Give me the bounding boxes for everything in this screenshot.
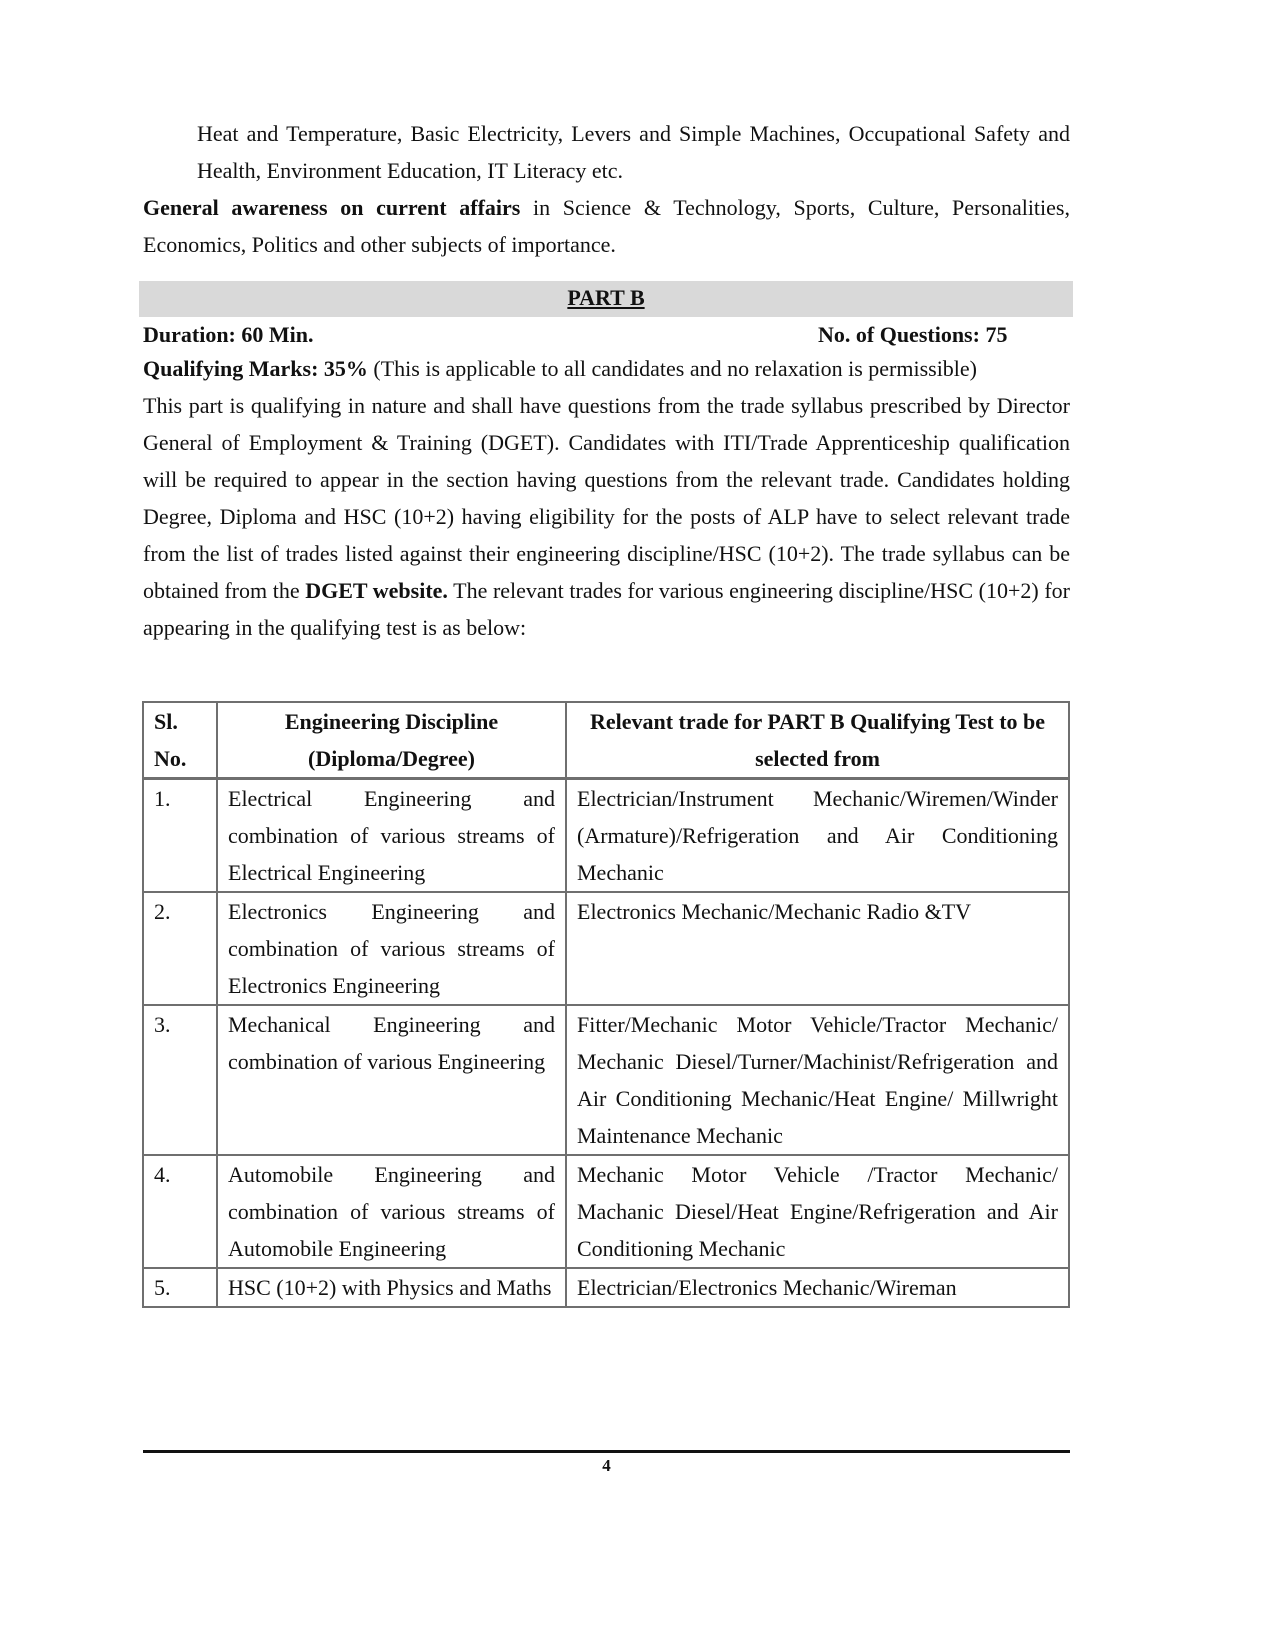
table-row — [143, 892, 1069, 1005]
cell-discipline: HSC (10+2) with Physics and Maths — [217, 1268, 566, 1307]
table-header-row — [143, 702, 1069, 779]
description-text-1: This part is qualifying in nature and shall have questions from the trade syllabus prescribed by Director General of Employment & Training (DGET). Candidates with ITI/Trade Apprenticeship qualification will be required to appear in the section having questions from the relevant trade. Candidates holding Degree, Diploma and HSC (10+2) having eligibility for the posts of ALP have to select relevant trade from the list of trades listed against their engineering discipline/HSC (10+2). The trade syllabus can be obtained from the — [143, 393, 1070, 603]
qualifying-marks-line — [143, 350, 1070, 387]
page-number: 4 — [602, 1456, 611, 1475]
general-awareness-heading: General awareness on current affairs — [143, 195, 521, 220]
table-row — [143, 1155, 1069, 1268]
section-heading-band — [139, 281, 1073, 317]
cell-sl: 5. — [143, 1268, 217, 1307]
section-title: PART B — [567, 285, 645, 310]
description-paragraph — [143, 387, 1070, 646]
header-relevant-trade: Relevant trade for PART B Qualifying Test to be selected from — [566, 702, 1069, 779]
syllabus-topics-continued: Heat and Temperature, Basic Electricity, Levers and Simple Machines, Occupational Safety and Health, Environment Education, IT Literacy etc. — [197, 121, 1070, 183]
exam-info-line — [143, 316, 1070, 353]
cell-trade: Electrician/Electronics Mechanic/Wireman — [566, 1268, 1069, 1307]
table-row — [143, 1005, 1069, 1155]
cell-trade: Electrician/Instrument Mechanic/Wiremen/Winder (Armature)/Refrigeration and Air Conditioning Mechanic — [566, 779, 1069, 893]
general-awareness-text: in Science & Technology, Sports, Culture, Personalities, Economics, Politics and other subjects of importance. — [143, 195, 1070, 257]
cell-sl: 4. — [143, 1155, 217, 1268]
description-text-2: The relevant trades for various engineering discipline/HSC (10+2) for appearing in the qualifying test is as below: — [143, 578, 1070, 640]
cell-discipline: Electronics Engineering and combination of various streams of Electronics Engineering — [217, 892, 566, 1005]
cell-sl: 1. — [143, 779, 217, 893]
header-sl-no: Sl. No. — [143, 702, 217, 779]
dget-website-reference: DGET website. — [305, 578, 448, 603]
intro-section — [143, 115, 1070, 263]
question-count: No. of Questions: 75 — [818, 322, 1008, 347]
qualifying-marks-label: Qualifying Marks: 35% — [143, 356, 368, 381]
cell-trade: Fitter/Mechanic Motor Vehicle/Tractor Mechanic/ Mechanic Diesel/Turner/Machinist/Refrigeration and Air Conditioning Mechanic/Heat Engine/ Millwright Maintenance Mechanic — [566, 1005, 1069, 1155]
cell-trade: Mechanic Motor Vehicle /Tractor Mechanic/ Machanic Diesel/Heat Engine/Refrigeration and Air Conditioning Mechanic — [566, 1155, 1069, 1268]
cell-sl: 3. — [143, 1005, 217, 1155]
qualifying-marks-note: (This is applicable to all candidates and no relaxation is permissible) — [367, 356, 978, 381]
part-b-description — [143, 350, 1070, 646]
footer-divider — [143, 1450, 1070, 1453]
header-discipline: Engineering Discipline (Diploma/Degree) — [217, 702, 566, 779]
cell-trade: Electronics Mechanic/Mechanic Radio &TV — [566, 892, 1069, 1005]
cell-sl: 2. — [143, 892, 217, 1005]
table-row — [143, 1268, 1069, 1307]
cell-discipline: Automobile Engineering and combination of various streams of Automobile Engineering — [217, 1155, 566, 1268]
table-row — [143, 779, 1069, 893]
duration: Duration: 60 Min. — [143, 322, 314, 347]
cell-discipline: Electrical Engineering and combination of various streams of Electrical Engineering — [217, 779, 566, 893]
cell-discipline: Mechanical Engineering and combination of various Engineering — [217, 1005, 566, 1155]
trade-mapping-table — [142, 701, 1070, 1308]
general-awareness-paragraph — [143, 189, 1070, 263]
